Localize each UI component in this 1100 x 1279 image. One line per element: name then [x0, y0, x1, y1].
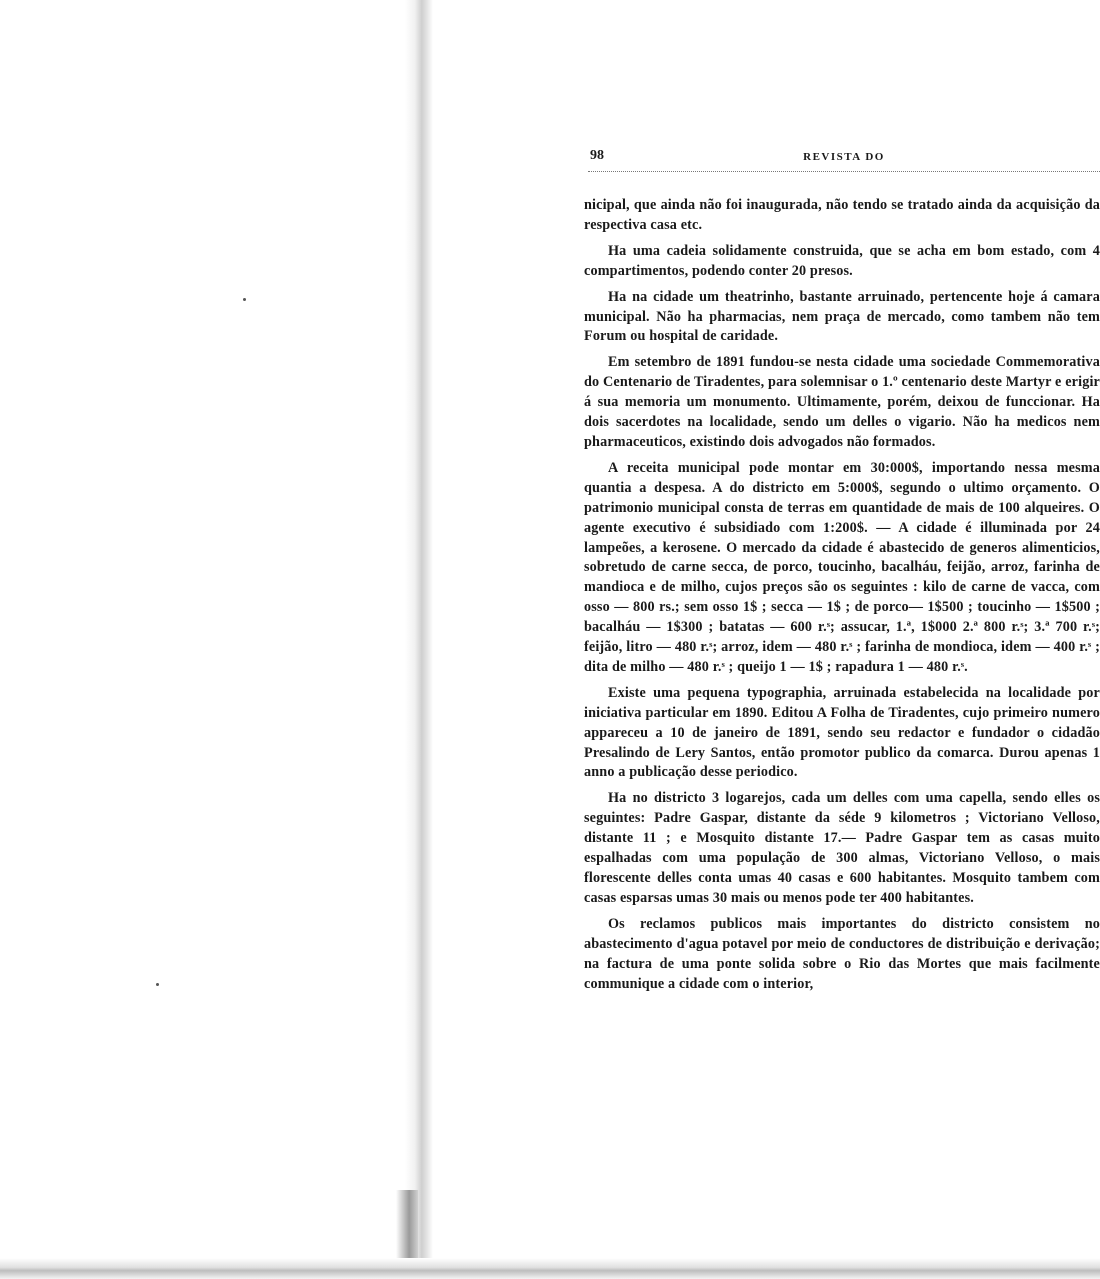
page-number: 98	[590, 148, 604, 163]
scan-speck	[243, 298, 246, 301]
header-rule	[588, 171, 1100, 172]
paragraph: Ha uma cadeia solidamente construida, que se acha em bom estado, com 4 compartimentos, podendo conter 20 presos.	[584, 242, 1100, 279]
paragraph: Ha no districto 3 logarejos, cada um delles com uma capella, sendo elles os seguintes: Padre Gaspar, distante da séde 9 kilometros ; Victoriano Velloso, distante 11 ; e Mosquito distante 17.— Padre Gaspar tem as casas muito espalhadas com uma população de 300 almas, Victoriano Velloso, o mais florescente delles conta umas 40 casas e 600 habitantes. Mosquito tambem com casas esparsas umas 30 mais ou menos pode ter 400 habitantes.	[584, 790, 1100, 906]
paragraph: Existe uma pequena typographia, arruinada estabelecida na localidade por iniciativa particular em 1890. Editou A Folha de Tiradentes, cujo primeiro numero appareceu a 10 de janeiro de 1891, sendo seu redactor e fundador o cidadão Presalindo de Lery Santos, então promotor publico da comarca. Durou apenas 1 anno a publicação desse periodico.	[584, 684, 1100, 781]
scan-speck	[156, 983, 159, 986]
book-binding-edge	[405, 0, 433, 1279]
body-text	[584, 196, 1100, 1000]
running-head	[588, 148, 1100, 170]
paragraph: Os reclamos publicos mais importantes do districto consistem no abastecimento d'agua potavel por meio de conductores de distribuição e derivação; na factura de uma ponte solida sobre o Rio das Mortes que mais facilmente communique a cidade com o interior,	[584, 915, 1100, 992]
running-title: REVISTA DO	[803, 151, 885, 163]
blank-left-margin	[0, 0, 430, 1279]
paragraph-continuation: nicipal, que ainda não foi inaugurada, não tendo se tratado ainda da acquisição da respectiva casa etc.	[584, 197, 1100, 233]
paragraph: Em setembro de 1891 fundou-se nesta cidade uma sociedade Commemorativa do Centenario de Tiradentes, para solemnisar o 1.º centenario deste Martyr e erigir á sua memoria um monumento. Ultimamente, porém, deixou de funccionar. Ha dois sacerdotes na localidade, sendo um delles o vigario. Não ha medicos nem pharmaceuticos, existindo dois advogados não formados.	[584, 354, 1100, 450]
paragraph: A receita municipal pode montar em 30:000$, importando nessa mesma quantia a despesa. A do districto em 5:000$, segundo o ultimo orçamento. O patrimonio municipal consta de terras em quantidade de mais de 100 alqueires. O agente executivo é subsidiado com 1:200$. — A cidade é illuminada por 24 lampeões, a kerosene. O mercado da cidade é abastecido de generos alimenticios, sobretudo de carne secca, de porco, toucinho, bacalháu, feijão, arroz, farinha de mandioca e de milho, cujos preços são os seguintes : kilo de carne de vacca, com osso — 800 rs.; sem osso 1$ ; secca — 1$ ; de porco— 1$500 ; toucinho — 1$500 ; bacalháu — 1$300 ; batatas — 600 r.ˢ; assucar, 1.ª, 1$000 2.ª 800 r.ˢ; 3.ª 700 r.ˢ; feijão, litro — 480 r.ˢ; arroz, idem — 480 r.ˢ ; farinha de mondioca, idem — 400 r.ˢ ; dita de milho — 480 r.ˢ ; queijo 1 — 1$ ; rapadura 1 — 480 r.ˢ.	[584, 459, 1100, 675]
page-bottom-edge	[0, 1258, 1100, 1279]
paragraph: Ha na cidade um theatrinho, bastante arruinado, pertencente hoje á camara municipal. Não ha pharmacias, nem praça de mercado, como tambem não tem Forum ou hospital de caridade.	[584, 288, 1100, 345]
